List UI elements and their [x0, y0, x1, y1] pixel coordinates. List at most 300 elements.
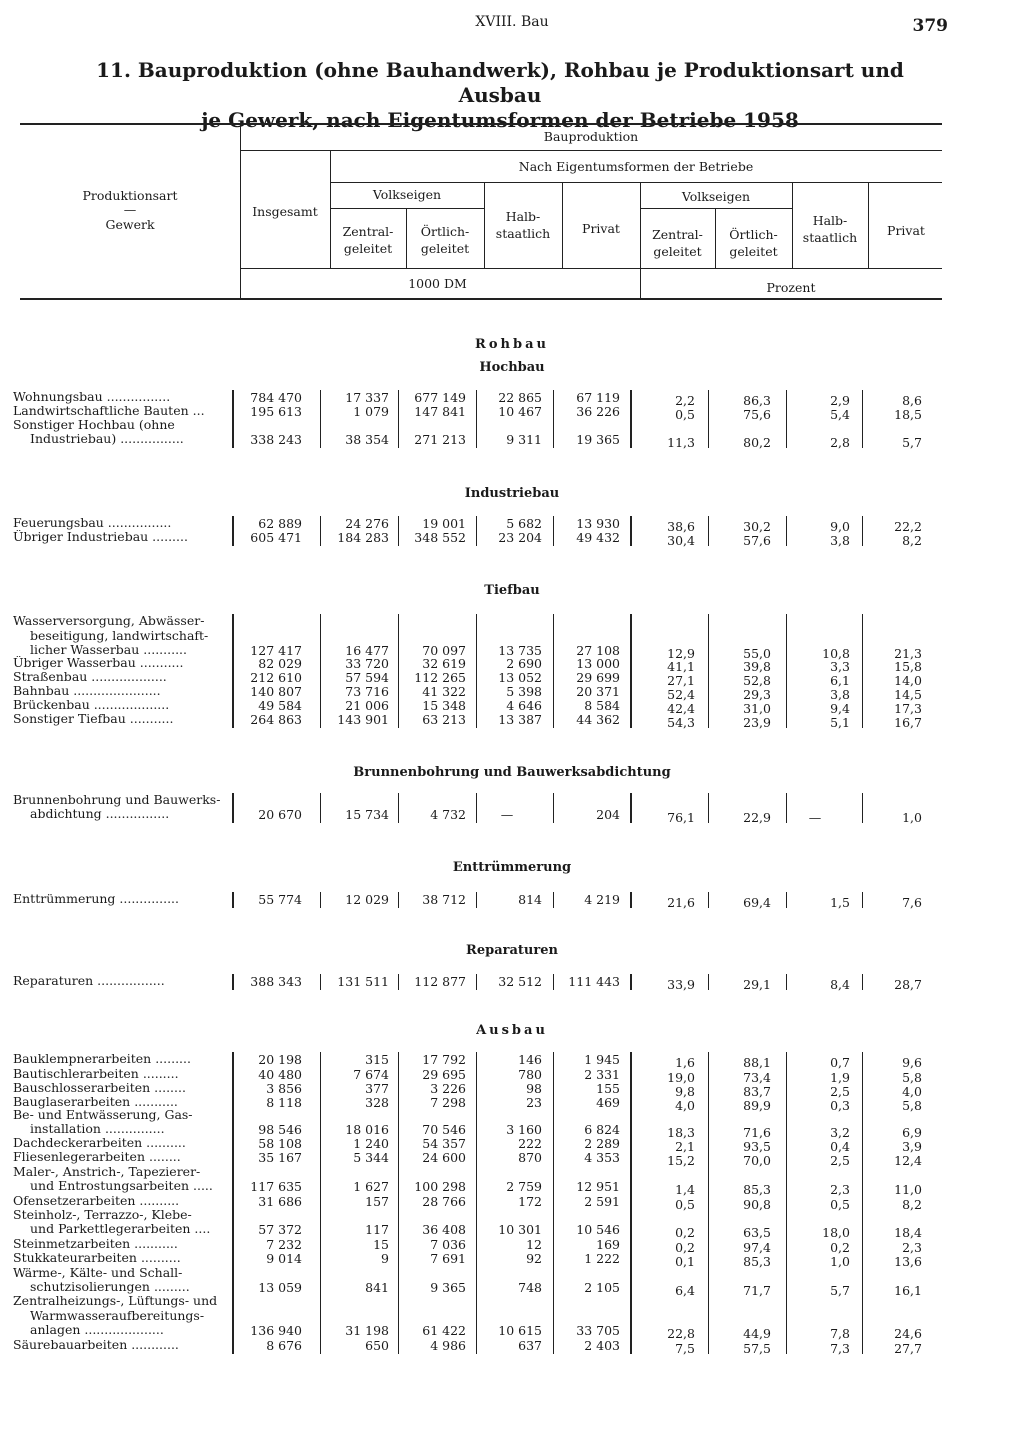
- row-value: 8 118: [266, 1095, 302, 1110]
- oertlich-r1: Örtlich-: [729, 227, 778, 242]
- row-value: 870: [518, 1150, 542, 1165]
- column-separator: [232, 390, 234, 448]
- header-eigentumsformen: Nach Eigentumsformen der Betriebe: [518, 159, 754, 174]
- column-separator: [398, 892, 399, 908]
- row-value: 22,8: [667, 1326, 695, 1341]
- row-value: 7 674: [353, 1067, 389, 1082]
- row-value: 1 240: [353, 1136, 389, 1151]
- row-value: 112 265: [414, 670, 466, 685]
- column-separator: [708, 516, 709, 546]
- row-value: 22,9: [743, 810, 771, 825]
- column-separator: [630, 390, 632, 448]
- row-value: 31,0: [743, 701, 771, 716]
- column-separator: [232, 793, 234, 824]
- row-value: 9,0: [830, 519, 850, 534]
- row-value: 2 331: [584, 1067, 620, 1082]
- row-value: 5,8: [902, 1098, 922, 1113]
- row-value: 5,8: [902, 1070, 922, 1085]
- column-separator: [398, 974, 399, 990]
- row-value: 24,6: [894, 1326, 922, 1341]
- section-title: Ausbau: [476, 1023, 548, 1038]
- row-value: 82 029: [258, 656, 302, 671]
- column-separator: [398, 614, 399, 728]
- column-separator: [553, 974, 554, 990]
- row-value: 71,7: [743, 1283, 771, 1298]
- row-value: 42,4: [667, 701, 695, 716]
- row-value: 780: [518, 1067, 542, 1082]
- row-label: schutzisolierungen .........: [30, 1280, 190, 1294]
- row-value: 85,3: [743, 1254, 771, 1269]
- column-separator: [232, 516, 234, 546]
- stub-line-3: Gewerk: [105, 217, 155, 232]
- row-value: 264 863: [250, 712, 302, 727]
- row-value: 7,8: [830, 1326, 850, 1341]
- row-value: 637: [518, 1338, 542, 1353]
- rule-under-eigentum: [330, 182, 942, 183]
- zentral-r2: geleitet: [653, 244, 702, 259]
- row-value: 28 766: [422, 1194, 466, 1209]
- column-separator: [862, 390, 863, 448]
- row-value: 13,6: [894, 1254, 922, 1269]
- row-value: 1,4: [675, 1182, 695, 1197]
- column-separator: [786, 614, 787, 728]
- row-label: Fliesenlegerarbeiten ........: [13, 1150, 181, 1164]
- row-value: 92: [526, 1251, 542, 1266]
- row-value: 24 276: [345, 516, 389, 531]
- row-value: 8 584: [584, 698, 620, 713]
- row-value: 27 108: [576, 643, 620, 658]
- header-bauproduktion: Bauproduktion: [543, 129, 639, 144]
- row-value: 57,5: [743, 1341, 771, 1356]
- column-separator: [320, 793, 321, 824]
- row-value: 112 877: [414, 974, 466, 989]
- row-value: 328: [365, 1095, 389, 1110]
- row-label: Sonstiger Hochbau (ohne: [13, 417, 175, 432]
- row-label: Steinholz-, Terrazzo-, Klebe-: [13, 1207, 192, 1222]
- section-subtitle: Hochbau: [479, 360, 545, 375]
- table-title: [60, 58, 940, 133]
- row-value: 18,0: [822, 1225, 850, 1240]
- row-value: 9,6: [902, 1055, 922, 1070]
- stub-header: [20, 187, 240, 233]
- row-value: 1 945: [584, 1052, 620, 1067]
- column-separator: [708, 1052, 709, 1354]
- row-value: 2,5: [830, 1084, 850, 1099]
- section-subtitle: Industriebau: [464, 486, 560, 501]
- row-value: 2 591: [584, 1194, 620, 1209]
- row-value: 28,7: [894, 977, 922, 992]
- halb-l1: Halb-: [505, 209, 541, 224]
- row-value: 13 387: [498, 712, 542, 727]
- row-value: 377: [365, 1081, 389, 1096]
- row-value: 131 511: [337, 974, 389, 989]
- row-value: 8,2: [902, 1197, 922, 1212]
- row-value: 315: [365, 1052, 389, 1067]
- row-value: 5,7: [830, 1283, 850, 1298]
- row-value: 23 204: [498, 530, 542, 545]
- row-label: installation ...............: [30, 1122, 165, 1136]
- unit-absolute: 1000 DM: [408, 276, 467, 291]
- row-value: 15,2: [667, 1153, 695, 1168]
- row-value: 2,3: [830, 1182, 850, 1197]
- row-value: 58 108: [258, 1136, 302, 1151]
- row-value: 117 635: [250, 1179, 302, 1194]
- row-value: 22 865: [498, 390, 542, 405]
- row-value: 19 365: [576, 432, 620, 447]
- row-value: 814: [518, 892, 542, 907]
- row-value: 677 149: [414, 390, 466, 405]
- row-label: Bautischlerarbeiten .........: [13, 1067, 179, 1081]
- row-value: 10 301: [498, 1222, 542, 1237]
- row-value: 33 720: [345, 656, 389, 671]
- row-value: 38 354: [345, 432, 389, 447]
- row-value: 70 097: [422, 643, 466, 658]
- row-value: 2 690: [506, 656, 542, 671]
- row-value: 1,0: [830, 1254, 850, 1269]
- row-value: 2,9: [830, 393, 850, 408]
- row-value: 8,6: [902, 393, 922, 408]
- row-value: 12,4: [894, 1153, 922, 1168]
- row-value: 33 705: [576, 1323, 620, 1338]
- row-value: 44 362: [576, 712, 620, 727]
- row-value: 6,9: [902, 1125, 922, 1140]
- row-label: Steinmetzarbeiten ...........: [13, 1237, 178, 1251]
- row-value: 76,1: [667, 810, 695, 825]
- row-value: 841: [365, 1280, 389, 1295]
- header-oertlich-right: [715, 226, 792, 260]
- row-label: beseitigung, landwirtschaft-: [30, 628, 209, 643]
- row-value: 222: [518, 1136, 542, 1151]
- row-value: 469: [596, 1095, 620, 1110]
- row-value: 9,8: [675, 1084, 695, 1099]
- row-value: 117: [365, 1222, 389, 1237]
- row-value: 10,8: [822, 646, 850, 661]
- row-value: 2 105: [584, 1280, 620, 1295]
- row-value: 1 079: [353, 404, 389, 419]
- row-value: 7 298: [430, 1095, 466, 1110]
- row-value: 2 759: [506, 1179, 542, 1194]
- column-separator: [398, 1052, 399, 1354]
- column-separator: [320, 516, 321, 546]
- row-value: 9 014: [266, 1251, 302, 1266]
- oertlich-l1: Örtlich-: [420, 224, 470, 239]
- row-value: 18,3: [667, 1125, 695, 1140]
- row-value: 3,8: [830, 533, 850, 548]
- row-value: 18 016: [345, 1122, 389, 1137]
- row-value: 29,1: [743, 977, 771, 992]
- row-value: 12,9: [667, 646, 695, 661]
- row-value: 16,1: [894, 1283, 922, 1298]
- row-value: 100 298: [414, 1179, 466, 1194]
- row-value: 98 546: [258, 1122, 302, 1137]
- row-value: 146: [518, 1052, 542, 1067]
- column-separator: [476, 390, 477, 448]
- section-subtitle: Enttrümmerung: [452, 860, 572, 875]
- row-value: 40 480: [258, 1067, 302, 1082]
- column-separator: [862, 892, 863, 908]
- row-value: —: [808, 810, 822, 825]
- column-separator: [476, 1052, 477, 1354]
- row-value: 0,5: [830, 1197, 850, 1212]
- row-value: 38,6: [667, 519, 695, 534]
- rule-above-units: [240, 268, 942, 269]
- row-value: 4 219: [584, 892, 620, 907]
- row-value: 73 716: [345, 684, 389, 699]
- column-separator: [398, 516, 399, 546]
- column-separator: [786, 390, 787, 448]
- oertlich-r2: geleitet: [729, 244, 778, 259]
- section-title: Rohbau: [475, 337, 549, 352]
- row-value: 29,3: [743, 687, 771, 702]
- row-value: 212 610: [250, 670, 302, 685]
- row-value: 49 432: [576, 530, 620, 545]
- row-label: und Entrostungsarbeiten .....: [30, 1179, 213, 1193]
- row-value: 54 357: [422, 1136, 466, 1151]
- column-separator: [786, 516, 787, 546]
- row-value: 38 712: [422, 892, 466, 907]
- row-value: 12 029: [345, 892, 389, 907]
- row-value: 5 344: [353, 1150, 389, 1165]
- row-value: 63,5: [743, 1225, 771, 1240]
- row-label: Ofensetzerarbeiten ..........: [13, 1194, 180, 1208]
- row-value: 18,5: [894, 407, 922, 422]
- halb-l2: staatlich: [495, 226, 551, 241]
- column-separator: [862, 793, 863, 824]
- row-value: 21 006: [345, 698, 389, 713]
- row-value: —: [500, 807, 514, 822]
- row-label: Maler-, Anstrich-, Tapezierer-: [13, 1164, 201, 1179]
- column-separator: [232, 892, 234, 908]
- row-label: Dachdeckerarbeiten ..........: [13, 1136, 186, 1150]
- header-zentral-left: [330, 223, 406, 257]
- row-value: 22,2: [894, 519, 922, 534]
- row-label: Bauklempnerarbeiten .........: [13, 1052, 191, 1066]
- row-value: 23,9: [743, 715, 771, 730]
- row-value: 29 695: [422, 1067, 466, 1082]
- row-value: 4 732: [430, 807, 466, 822]
- row-value: 5 682: [506, 516, 542, 531]
- row-value: 5,1: [830, 715, 850, 730]
- row-value: 1,9: [830, 1070, 850, 1085]
- row-value: 0,4: [830, 1139, 850, 1154]
- column-separator: [320, 614, 321, 728]
- header-oertlich-left: [406, 223, 484, 257]
- row-value: 15 734: [345, 807, 389, 822]
- row-value: 3,9: [902, 1139, 922, 1154]
- row-value: 147 841: [414, 404, 466, 419]
- header-volkseigen-right: Volkseigen: [681, 189, 751, 204]
- column-separator: [476, 516, 477, 546]
- row-value: 35 167: [258, 1150, 302, 1165]
- row-label: Brunnenbohrung und Bauwerks-: [13, 792, 221, 807]
- row-value: 7 232: [266, 1237, 302, 1252]
- row-value: 93,5: [743, 1139, 771, 1154]
- row-value: 1,6: [675, 1055, 695, 1070]
- row-value: 127 417: [250, 643, 302, 658]
- header-zentral-right: [640, 226, 715, 260]
- row-value: 62 889: [258, 516, 302, 531]
- row-label: Bahnbau ......................: [13, 684, 161, 698]
- row-value: 6,1: [830, 673, 850, 688]
- row-value: 55 774: [258, 892, 302, 907]
- unit-percent: Prozent: [766, 280, 816, 295]
- row-value: 157: [365, 1194, 389, 1209]
- row-value: 14,5: [894, 687, 922, 702]
- row-value: 388 343: [250, 974, 302, 989]
- row-value: 70,0: [743, 1153, 771, 1168]
- row-label: Reparaturen .................: [13, 974, 165, 988]
- header-bottom-rule: [20, 298, 942, 300]
- title-line-2: je Gewerk, nach Eigentumsformen der Betriebe 1958: [201, 108, 799, 132]
- row-value: 7 036: [430, 1237, 466, 1252]
- column-separator: [232, 614, 234, 728]
- row-value: 605 471: [250, 530, 302, 545]
- row-value: 57,6: [743, 533, 771, 548]
- row-value: 85,3: [743, 1182, 771, 1197]
- row-value: 98: [526, 1081, 542, 1096]
- header-privat-right: Privat: [887, 223, 925, 238]
- row-label: Landwirtschaftliche Bauten ...: [13, 404, 205, 418]
- row-value: 195 613: [250, 404, 302, 419]
- row-label: Feuerungsbau ................: [13, 516, 172, 530]
- column-separator: [476, 892, 477, 908]
- page-number: 379: [912, 16, 948, 36]
- header-volkseigen-left: Volkseigen: [372, 187, 442, 202]
- row-value: 2,3: [902, 1240, 922, 1255]
- row-value: 0,3: [830, 1098, 850, 1113]
- row-value: 61 422: [422, 1323, 466, 1338]
- header-insgesamt: Insgesamt: [252, 204, 318, 219]
- row-value: 0,5: [675, 1197, 695, 1212]
- row-value: 172: [518, 1194, 542, 1209]
- row-value: 8,4: [830, 977, 850, 992]
- row-value: 6,4: [675, 1283, 695, 1298]
- row-value: 5 398: [506, 684, 542, 699]
- row-value: 3,2: [830, 1125, 850, 1140]
- column-separator: [630, 1052, 632, 1354]
- row-value: 52,4: [667, 687, 695, 702]
- row-label: Übriger Wasserbau ...........: [13, 656, 184, 670]
- row-value: 2,8: [830, 435, 850, 450]
- row-value: 348 552: [414, 530, 466, 545]
- row-value: 0,2: [830, 1240, 850, 1255]
- section-subtitle: Brunnenbohrung und Bauwerksabdichtung: [353, 765, 671, 780]
- row-value: 111 443: [568, 974, 620, 989]
- row-value: 12 951: [576, 1179, 620, 1194]
- halb-r2: staatlich: [802, 230, 858, 245]
- row-value: 31 198: [345, 1323, 389, 1338]
- row-value: 2 289: [584, 1136, 620, 1151]
- halb-r1: Halb-: [812, 213, 848, 228]
- column-separator: [708, 614, 709, 728]
- row-value: 11,0: [894, 1182, 922, 1197]
- row-value: 4 986: [430, 1338, 466, 1353]
- row-value: 13 052: [498, 670, 542, 685]
- row-value: 204: [596, 807, 620, 822]
- row-value: 1 627: [353, 1179, 389, 1194]
- row-value: 140 807: [250, 684, 302, 699]
- row-value: 32 619: [422, 656, 466, 671]
- row-value: 30,4: [667, 533, 695, 548]
- row-label: Wärme-, Kälte- und Schall-: [13, 1265, 183, 1280]
- row-value: 19,0: [667, 1070, 695, 1085]
- column-separator: [708, 390, 709, 448]
- row-value: 0,1: [675, 1254, 695, 1269]
- column-separator: [708, 793, 709, 824]
- row-value: 8,2: [902, 533, 922, 548]
- row-value: 17 337: [345, 390, 389, 405]
- column-separator: [630, 892, 632, 908]
- column-separator: [553, 892, 554, 908]
- row-value: 97,4: [743, 1240, 771, 1255]
- column-separator: [708, 974, 709, 990]
- row-value: 5,4: [830, 407, 850, 422]
- row-label: Be- und Entwässerung, Gas-: [13, 1107, 193, 1122]
- column-separator: [862, 1052, 863, 1354]
- row-value: 13 000: [576, 656, 620, 671]
- row-label: Bauglaserarbeiten ...........: [13, 1095, 178, 1109]
- column-separator: [786, 974, 787, 990]
- row-value: 3 856: [266, 1081, 302, 1096]
- row-value: 184 283: [337, 530, 389, 545]
- section-subtitle: Reparaturen: [466, 943, 558, 958]
- row-value: 39,8: [743, 659, 771, 674]
- column-separator: [476, 974, 477, 990]
- row-label: Brückenbau ...................: [13, 698, 170, 712]
- row-label: Sonstiger Tiefbau ...........: [13, 712, 174, 726]
- row-value: 3 160: [506, 1122, 542, 1137]
- row-value: 16 477: [345, 643, 389, 658]
- row-value: 10 546: [576, 1222, 620, 1237]
- row-value: 271 213: [414, 432, 466, 447]
- row-label: Übriger Industriebau .........: [13, 530, 188, 544]
- row-value: 0,2: [675, 1225, 695, 1240]
- rule-under-volkseigen-left: [330, 208, 484, 209]
- row-value: 143 901: [337, 712, 389, 727]
- column-separator: [786, 793, 787, 824]
- row-value: 69,4: [743, 895, 771, 910]
- header-top-rule: [20, 123, 942, 125]
- row-value: 20 670: [258, 807, 302, 822]
- column-separator: [232, 974, 234, 990]
- row-value: 88,1: [743, 1055, 771, 1070]
- column-separator: [553, 390, 554, 448]
- row-value: 19 001: [422, 516, 466, 531]
- row-value: 9,4: [830, 701, 850, 716]
- row-value: 55,0: [743, 646, 771, 661]
- column-separator: [476, 614, 477, 728]
- zentral-r1: Zentral-: [652, 227, 703, 242]
- row-value: 83,7: [743, 1084, 771, 1099]
- row-value: 2,5: [830, 1153, 850, 1168]
- row-value: 31 686: [258, 1194, 302, 1209]
- zentral-l2: geleitet: [343, 241, 393, 256]
- row-value: 748: [518, 1280, 542, 1295]
- column-separator: [553, 793, 554, 824]
- row-value: 20 198: [258, 1052, 302, 1067]
- column-separator: [630, 793, 632, 824]
- column-separator: [630, 614, 632, 728]
- row-label: Stukkateurarbeiten ..........: [13, 1251, 181, 1265]
- row-value: 4,0: [902, 1084, 922, 1099]
- row-value: 29 699: [576, 670, 620, 685]
- row-value: 16,7: [894, 715, 922, 730]
- header-privat-left: Privat: [582, 221, 620, 236]
- row-value: 13 735: [498, 643, 542, 658]
- row-value: 3,8: [830, 687, 850, 702]
- row-value: 4 646: [506, 698, 542, 713]
- row-label: Industriebau) ................: [30, 432, 184, 446]
